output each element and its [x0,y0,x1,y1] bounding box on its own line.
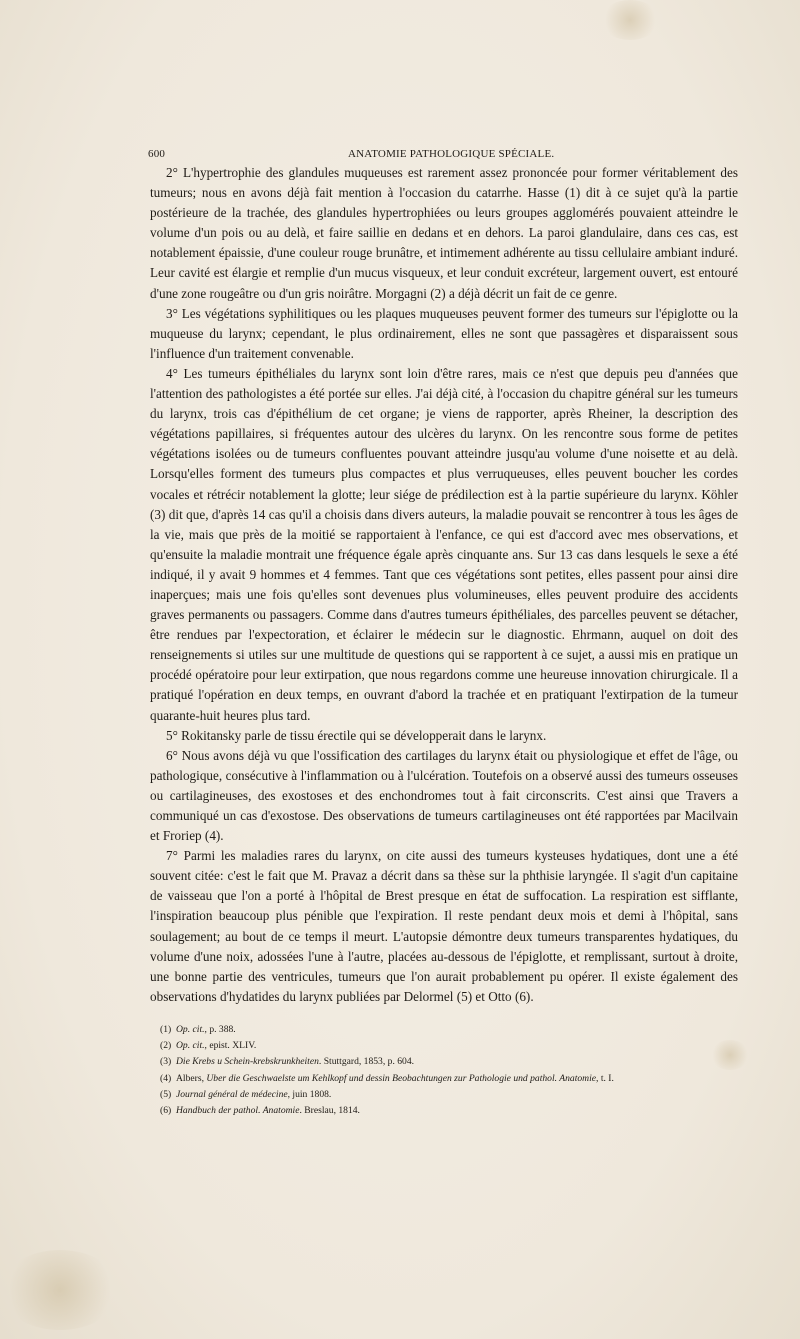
footnote-title: Journal général de médecine [176,1088,288,1100]
footnote-number: (3) [160,1056,172,1068]
paragraph: 2° L'hypertrophie des glandules muqueuses est rarement assez prononcée pour former véritablement des tumeurs; nous en avons déjà fait mention à l'occasion du catarrhe. Hasse (1) dit à ce sujet qu'à la partie postérieure de la trachée, des glandules hypertrophiées ou leurs groupes agglomérés pouvaient atteindre le volume d'un pois ou au delà, et faire saillie en dedans et en dehors. La paroi glandulaire, dans ces cas, est notablement épaissie, d'une couleur rouge brunâtre, et intimement adhérente au tissu cellulaire ambiant induré. Leur cavité est élargie et remplie d'un mucus visqueux, et leur conduit excréteur, largement ouvert, est entouré d'une zone rougeâtre ou d'un gris noirâtre. Morgagni (2) a déjà décrit un fait de ce genre. [150,165,738,301]
footnote-title: Die Krebs u Schein-krebskrunkheiten [176,1056,319,1068]
foxing-stain [0,1250,120,1330]
footnote [160,1103,720,1119]
foxing-stain [600,0,660,40]
footnotes [160,1022,720,1119]
footnote [160,1071,720,1087]
footnote-rest: . Stuttgard, 1853, p. 604. [318,1056,415,1068]
running-title: ANATOMIE PATHOLOGIQUE SPÉCIALE. [348,148,555,160]
footnote [160,1038,720,1054]
page-header [148,148,648,162]
paragraph: 7° Parmi les maladies rares du larynx, on cite aussi des tumeurs kysteuses hydatiques, dont une a été souvent citée: c'est le fait que M. Pravaz a décrit dans sa thèse sur la phthisie laryngée. Il s'agit d'un capitaine de vaisseau que l'on a porté à l'hôpital de Brest presque en état de suffocation. La respiration est sifflante, l'inspiration beaucoup plus pénible que l'expiration. Il reste pendant deux mois et demi à l'hôpital, sans soulagement; au bout de ce temps il meurt. L'autopsie démontre deux tumeurs transparentes hydatiques, du volume d'une noix, adossées l'une à l'autre, placées au-dessous de l'épiglotte, et remplissant, surtout à droite, une bonne partie des ventricules, tumeurs que l'on aurait probablement pu opérer. Il existe également des observations d'hydatides du larynx publiées par Delormel (5) et Otto (6). [150,848,738,1004]
body-text [150,163,738,1007]
footnote [160,1054,720,1070]
footnote-number: (1) [160,1024,172,1035]
footnote-number: (6) [160,1105,172,1117]
footnote-title: Uber die Geschwaelste um Kehlkopf und dessin Beobachtungen zur Pathologie und pathol. Anatomie [206,1072,597,1084]
footnote [160,1022,720,1038]
page-number: 600 [148,148,166,160]
paragraph: 6° Nous avons déjà vu que l'ossification des cartilages du larynx était ou physiologique et effet de l'âge, ou pathologique, consécutive à l'inflammation ou à l'ulcération. Toutefois on a observé aussi des tumeurs osseuses ou cartilagineuses, des exostoses et des enchondromes tout à fait circonscrits. C'est ainsi que Travers a communiqué un cas d'exostose. Des observations de tumeurs cartilagineuses ont été rapportées par Macilvain et Froriep (4). [150,747,738,844]
paragraph: 5° Rokitansky parle de tissu érectile qui se développerait dans le larynx. [166,727,547,743]
paragraph: 4° Les tumeurs épithéliales du larynx sont loin d'être rares, mais ce n'est que depuis peu d'années que l'attention des pathologistes a été portée sur elles. J'ai déjà cité, à l'occasion du chapitre général sur les tumeurs du larynx, trois cas d'épithélium de cet organe; je viens de rapporter, après Rheiner, la description des végétations papillaires, si fréquentes autour des ulcères du larynx. On les rencontre sous forme de petites végétations isolées ou de tumeurs confluentes pouvant atteindre jusqu'au volume d'une noisette et au delà. Lorsqu'elles forment des tumeurs plus compactes et plus verruqueuses, elles peuvent boucher les cordes vocales et rétrécir notablement la glotte; leur siége de prédilection est à la partie supérieure du larynx. Köhler (3) dit que, d'après 14 cas qu'il a choisis dans divers auteurs, la maladie pouvait se rencontrer à tous les âges de la vie, mais que près de la moitié se rapportaient à l'enfance, ce qui est d'accord avec mes observations, et qu'ensuite la maladie montrait une fréquence égale après cinquante ans. Sur 13 cas dans lesquels le sexe a été indiqué, il y avait 9 hommes et 4 femmes. Tant que ces végétations sont petites, elles passent pour ainsi dire inaperçues; mais une fois qu'elles sont devenues plus volumineuses, elles peuvent produire des accidents graves permanents ou passagers. Comme dans d'autres tumeurs épithéliales, des parcelles peuvent se détacher, être rendues par l'expectoration, et éclairer le médecin sur le diagnostic. Ehrmann, auquel on doit des renseignements si utiles sur une multitude de questions qui se rapportent à ce sujet, a aussi mis en pratique un procédé opératoire pour leur extirpation, que nous regardons comme une heureuse innovation chirurgicale. Il a pratiqué l'opération en deux temps, en ouvrant d'abord la trachée et en pratiquant l'extirpation de la tumeur quarante-huit heures plus tard. [150,365,738,723]
footnote-number: (5) [160,1088,172,1100]
footnote-title: Op. cit. [176,1024,205,1035]
paragraph: 3° Les végétations syphilitiques ou les plaques muqueuses peuvent former des tumeurs sur l'épiglotte ou la muqueuse du larynx; cependant, le plus ordinairement, elles ne sont que passagères et disparaissent sous l'influence d'un traitement convenable. [150,305,738,361]
footnote-rest: , epist. XLIV. [204,1040,257,1052]
footnote-rest: . Breslau, 1814. [299,1105,360,1117]
footnote-title: Op. cit. [176,1040,205,1052]
footnote-lead: Albers, [176,1072,207,1084]
footnote-rest: , p. 388. [204,1024,236,1035]
footnote-rest: , juin 1808. [287,1088,332,1100]
footnote-rest: , t. I. [596,1072,614,1084]
footnote-number: (2) [160,1040,172,1052]
footnote-number: (4) [160,1072,172,1084]
footnote-title: Handbuch der pathol. Anatomie [176,1105,300,1117]
footnote [160,1087,720,1103]
